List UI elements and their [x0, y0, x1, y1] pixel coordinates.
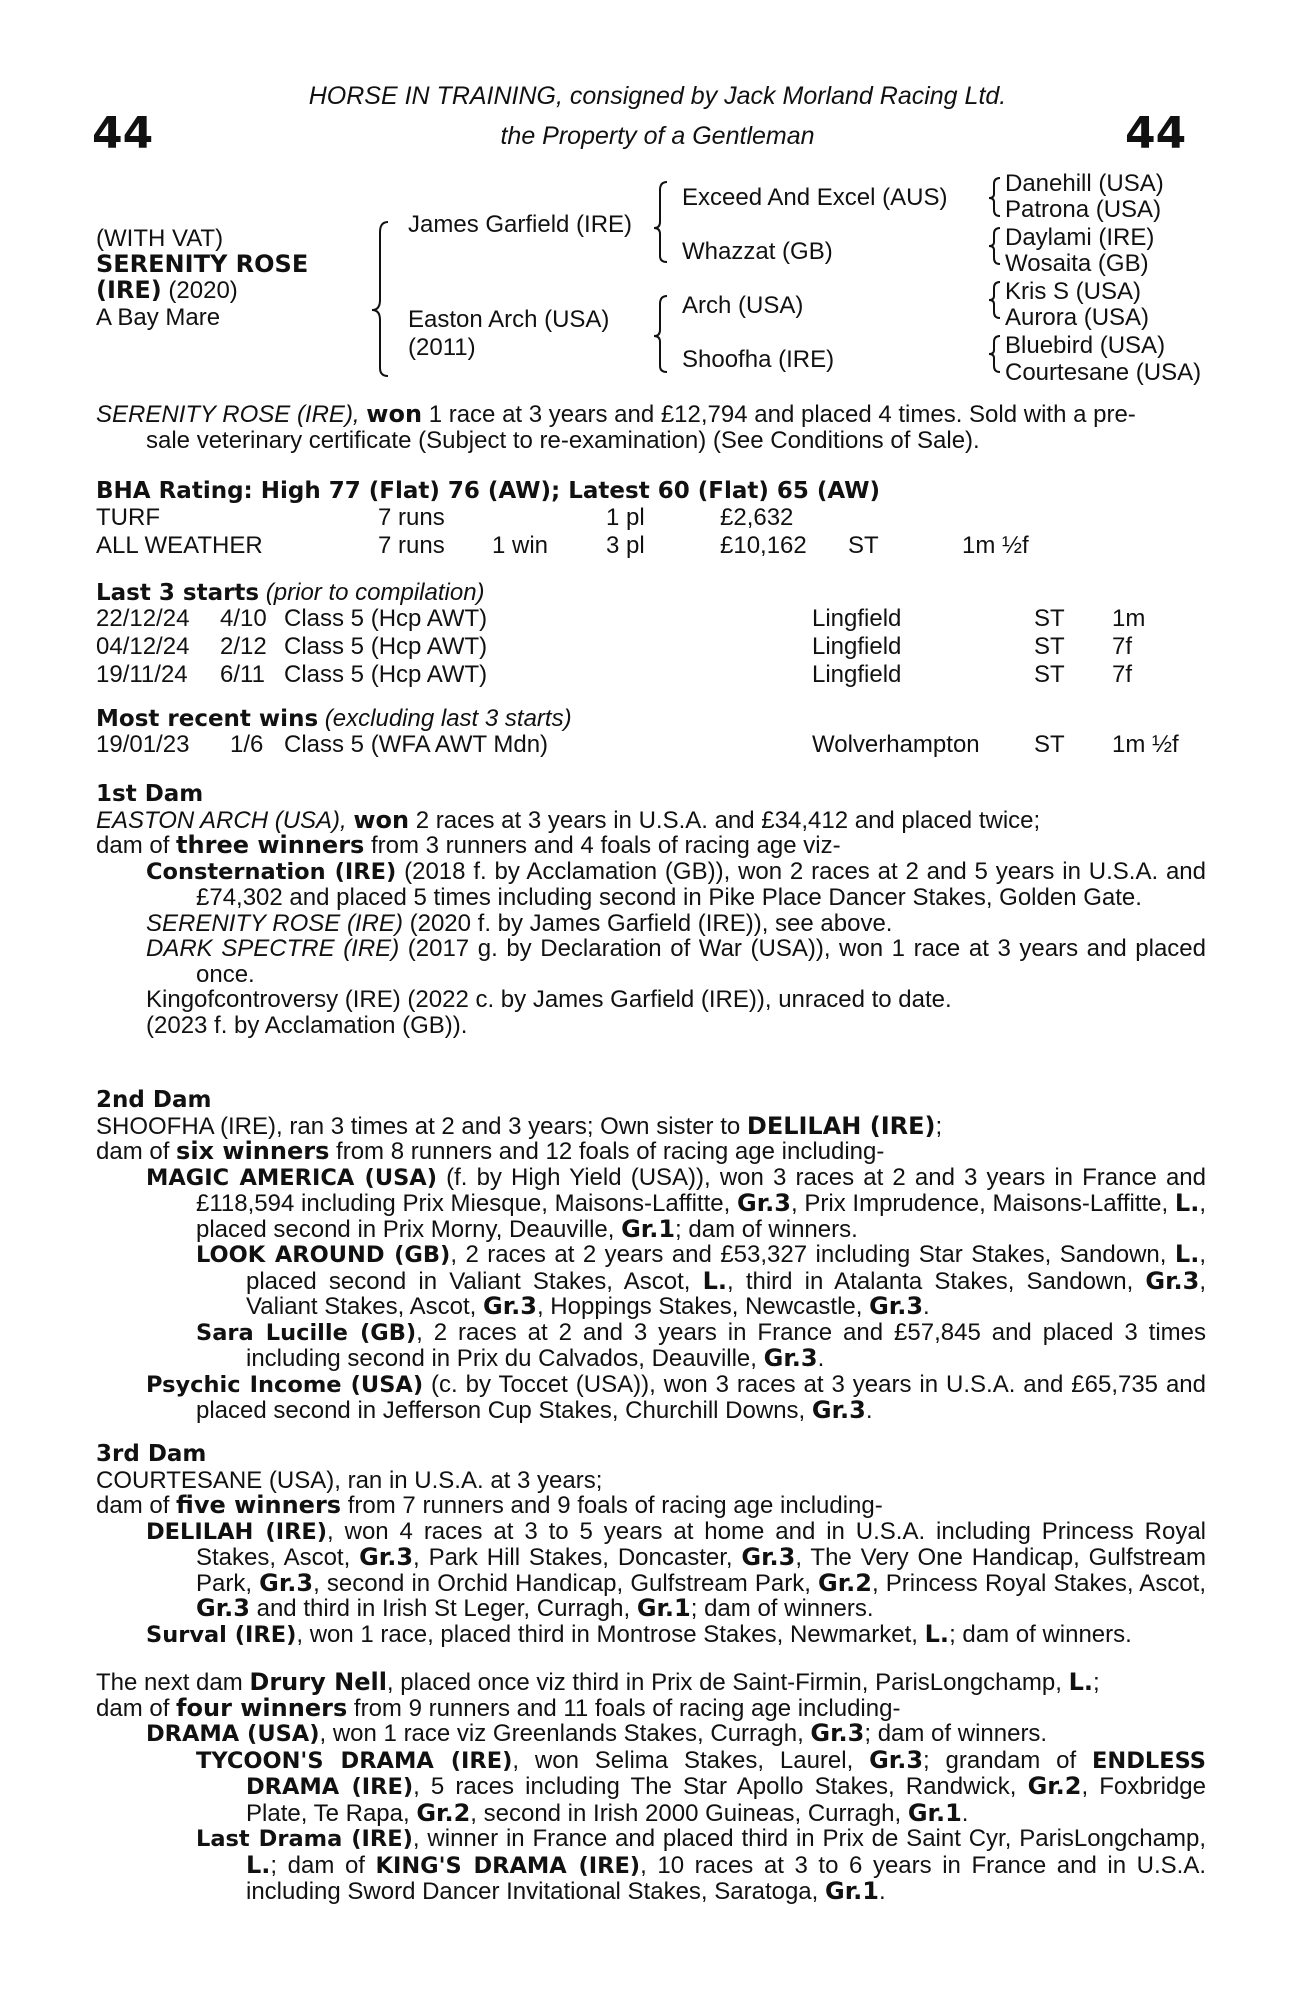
recent-wins-note: (excluding last 3 starts)	[318, 705, 572, 732]
start-date: 22/12/24	[96, 605, 190, 632]
record-going: ST	[848, 532, 879, 559]
pedigree-sire-dam: Whazzat (GB)	[682, 238, 833, 265]
first-dam-title: 1st Dam	[96, 781, 204, 807]
horse-name: SERENITY ROSE	[96, 250, 309, 278]
progeny-2023-filly: (2023 f. by Acclamation (GB)).	[146, 1011, 468, 1039]
record-going	[848, 504, 962, 532]
record-money: £10,162	[720, 532, 807, 559]
pedigree-dam: Easton Arch (USA)	[408, 306, 610, 333]
start-date: 04/12/24	[96, 633, 190, 660]
summary-text-1: 1 race at 3 years and £12,794 and placed 4 times. Sold with a pre-	[422, 401, 1136, 428]
first-dam-section: 1st Dam EASTON ARCH (USA), won 2 races at 3 years in U.S.A. and £34,412 and placed twice; dam of three winners from 3 runners and 4 foals of racing age viz- Consternation (IRE) (2018 f. by Acclamation (GB)), won 2 races at 2 and 5 years in U.S.A. and £74,302 and placed 5 times including second in Pike Place Dancer Stakes, Golden Gate. SERENITY ROSE (IRE) (2020 f. by James Garfield (IRE)), see above. DARK SPECTRE (IRE) (2017 g. by Declaration of War (USA)), won 1 race at 3 years and placed once. Kingofcontroversy (IRE) (2022 c. by James Garfield (IRE)), unraced to date. (2023 f. by Acclamation (GB)).	[96, 781, 1206, 1039]
record-money: £2,632	[720, 504, 794, 531]
progeny-tycoons-drama: TYCOON'S DRAMA (IRE), won Selima Stakes, Laurel, Gr.3; grandam of ENDLESS DRAMA (IRE), 5 races including The Star Apollo Stakes, Randwick, Gr.2, Foxbridge Plate, Te Rapa, Gr.2, second in Irish 2000 Guineas, Curragh, Gr.1.	[196, 1745, 1206, 1827]
record-dist: 1m ½f	[962, 532, 1029, 559]
win-course: Wolverhampton	[812, 731, 980, 758]
pedigree-g1: Danehill (USA)	[1005, 170, 1164, 197]
third-dam-title: 3rd Dam	[96, 1441, 207, 1467]
pedigree-g7: Bluebird (USA)	[1005, 332, 1166, 359]
header-consignor: HORSE IN TRAINING, consigned by Jack Morland Racing Ltd.	[308, 82, 1007, 110]
last-starts-table	[96, 605, 1145, 689]
table-row	[96, 633, 1145, 661]
start-date: 19/11/24	[96, 661, 188, 688]
progeny-serenity-rose: SERENITY ROSE (IRE) (2020 f. by James Garfield (IRE)), see above.	[146, 909, 893, 937]
second-dam-title: 2nd Dam	[96, 1087, 212, 1113]
pedigree-g2: Patrona (USA)	[1005, 196, 1162, 223]
start-distance: 1m	[1112, 605, 1146, 632]
record-row-aw	[96, 532, 1029, 560]
win-race: Class 5 (WFA AWT Mdn)	[284, 731, 549, 758]
table-row	[96, 605, 1145, 633]
progeny-look-around: LOOK AROUND (GB), 2 races at 2 years and £53,327 including Star Stakes, Sandown, L., placed second in Valiant Stakes, Ascot, L., third in Atalanta Stakes, Sandown, Gr.3, Valiant Stakes, Ascot, Gr.3, Hoppings Stakes, Newcastle, Gr.3.	[196, 1240, 1206, 1320]
first-dam-winners: three winners	[176, 831, 365, 859]
pedigree-g5: Kris S (USA)	[1005, 278, 1142, 305]
start-going: ST	[1034, 633, 1065, 660]
start-course: Lingfield	[812, 633, 902, 660]
progeny-surval: Surval (IRE), won 1 race, placed third in Montrose Stakes, Newmarket, L.; dam of winners.	[146, 1619, 1132, 1648]
summary-text-2: sale veterinary certificate (Subject to re-examination) (See Conditions of Sale).	[146, 426, 980, 454]
pedigree-sire-sire: Exceed And Excel (AUS)	[682, 184, 948, 211]
third-dam-section: 3rd Dam COURTESANE (USA), ran in U.S.A. at 3 years; dam of five winners from 7 runners and 9 foals of racing age including- DELILAH (IRE), won 4 races at 3 to 5 years at home and in U.S.A. including Princess Royal Stakes, Ascot, Gr.3, Park Hill Stakes, Doncaster, Gr.3, The Very One Handicap, Gulfstream Park, Gr.3, second in Orchid Handicap, Gulfstream Park, Gr.2, Princess Royal Stakes, Ascot, Gr.3 and third in Irish St Leger, Curragh, Gr.1; dam of winners. Surval (IRE), won 1 race, placed third in Montrose Stakes, Newmarket, L.; dam of winners.	[96, 1441, 1206, 1648]
record-runs: 7 runs	[378, 504, 445, 531]
start-race: Class 5 (Hcp AWT)	[284, 605, 488, 632]
pedigree-g4: Wosaita (GB)	[1005, 250, 1149, 277]
start-course: Lingfield	[812, 605, 902, 632]
progeny-drama: DRAMA (USA), won 1 race viz Greenlands Stakes, Curragh, Gr.3; dam of winners.	[146, 1719, 1048, 1747]
pedigree-sire: James Garfield (IRE)	[408, 211, 633, 238]
start-position: 2/12	[220, 633, 267, 660]
start-distance: 7f	[1112, 661, 1133, 688]
second-dam-section: 2nd Dam SHOOFHA (IRE), ran 3 times at 2 and 3 years; Own sister to DELILAH (IRE); dam of six winners from 8 runners and 12 foals of racing age including- MAGIC AMERICA (USA) (f. by High Yield (USA)), won 3 races at 2 and 3 years in France and £118,594 including Prix Miesque, Maisons-Laffitte, Gr.3, Prix Imprudence, Maisons-Laffitte, L., placed second in Prix Morny, Deauville, Gr.1; dam of winners. LOOK AROUND (GB), 2 races at 2 years and £53,327 including Star Stakes, Sandown, L., placed second in Valiant Stakes, Ascot, L., third in Atalanta Stakes, Sandown, Gr.3, Valiant Stakes, Ascot, Gr.3, Hoppings Stakes, Newcastle, Gr.3. Sara Lucille (GB), 2 races at 2 and 3 years in France and £57,845 and placed 3 times including second in Prix du Calvados, Deauville, Gr.3. Psychic Income (USA) (c. by Toccet (USA)), won 3 races at 3 years in U.S.A. and £65,735 and placed second in Jefferson Cup Stakes, Churchill Downs, Gr.3.	[96, 1087, 1207, 1424]
record-surface: ALL WEATHER	[96, 532, 263, 559]
progeny-psychic-income: Psychic Income (USA) (c. by Toccet (USA)), won 3 races at 3 years in U.S.A. and £65,735 and placed second in Jefferson Cup Stakes, Churchill Downs, Gr.3.	[146, 1370, 1206, 1424]
record-dist	[962, 504, 1029, 532]
win-position: 1/6	[230, 731, 264, 758]
recent-wins-title: Most recent wins	[96, 706, 319, 732]
third-dam-name: COURTESANE (USA), ran in U.S.A. at 3 years;	[96, 1466, 603, 1494]
win-going: ST	[1034, 731, 1065, 758]
win-distance: 1m ½f	[1112, 731, 1179, 758]
vat-label: (WITH VAT)	[96, 225, 224, 252]
start-position: 4/10	[220, 605, 267, 632]
record-row-turf	[96, 504, 1029, 532]
record-placed: 1 pl	[606, 504, 645, 531]
start-course: Lingfield	[812, 661, 902, 688]
recent-wins-table	[96, 731, 1179, 759]
record-runs: 7 runs	[378, 532, 445, 559]
start-distance: 7f	[1112, 633, 1133, 660]
start-race: Class 5 (Hcp AWT)	[284, 661, 488, 688]
pedigree-dam-dam: Shoofha (IRE)	[682, 346, 835, 373]
bha-rating: BHA Rating: High 77 (Flat) 76 (AW); Latest 60 (Flat) 65 (AW)	[96, 478, 881, 504]
record-wins: 1 win	[492, 532, 549, 559]
record-surface: TURF	[96, 504, 160, 531]
summary-paragraph	[96, 402, 1206, 453]
progeny-consternation: Consternation (IRE) (2018 f. by Acclamation (GB)), won 2 races at 2 and 5 years in U.S.A. and £74,302 and placed 5 times including second in Pike Place Dancer Stakes, Golden Gate.	[146, 857, 1206, 911]
header-property: the Property of a Gentleman	[500, 122, 815, 150]
start-position: 6/11	[220, 661, 265, 688]
pedigree-g6: Aurora (USA)	[1005, 304, 1150, 331]
next-dam-section: The next dam Drury Nell, placed once viz third in Prix de Saint-Firmin, ParisLongchamp, L.; dam of four winners from 9 runners and 11 foals of racing age including- DRAMA (USA), won 1 race viz Greenlands Stakes, Curragh, Gr.3; dam of winners. TYCOON'S DRAMA (IRE), won Selima Stakes, Laurel, Gr.3; grandam of ENDLESS DRAMA (IRE), 5 races including The Star Apollo Stakes, Randwick, Gr.2, Foxbridge Plate, Te Rapa, Gr.2, second in Irish 2000 Guineas, Curragh, Gr.1. Last Drama (IRE), winner in France and placed third in Prix de Saint Cyr, ParisLongchamp, L.; dam of KING'S DRAMA (IRE), 10 races at 3 to 6 years in France and in U.S.A. including Sword Dancer Invitational Stakes, Saratoga, Gr.1.	[96, 1668, 1207, 1905]
lot-number-left: 44	[92, 108, 154, 159]
recent-wins-heading	[96, 706, 572, 732]
start-going: ST	[1034, 605, 1065, 632]
first-dam-won: won	[353, 805, 410, 834]
lot-number-right: 44	[1125, 108, 1187, 159]
horse-country: (IRE)	[96, 276, 162, 304]
progeny-magic-america: MAGIC AMERICA (USA) (f. by High Yield (USA)), won 3 races at 2 and 3 years in France and £118,594 including Prix Miesque, Maisons-Laffitte, Gr.3, Prix Imprudence, Maisons-Laffitte, L., placed second in Prix Morny, Deauville, Gr.1; dam of winners.	[146, 1163, 1207, 1243]
pedigree-dam-year: (2011)	[408, 334, 476, 361]
pedigree-g3: Daylami (IRE)	[1005, 224, 1155, 251]
progeny-kingofcontroversy: Kingofcontroversy (IRE) (2022 c. by James Garfield (IRE)), unraced to date.	[146, 986, 952, 1013]
first-dam-record: 2 races at 3 years in U.S.A. and £34,412 and placed twice;	[409, 806, 1041, 834]
table-row	[96, 731, 1179, 759]
summary-horse-name: SERENITY ROSE (IRE),	[96, 401, 360, 428]
progeny-sara-lucille: Sara Lucille (GB), 2 races at 2 and 3 years in France and £57,845 and placed 3 times including second in Prix du Calvados, Deauville, Gr.3.	[196, 1318, 1206, 1372]
progeny-last-drama: Last Drama (IRE), winner in France and placed third in Prix de Saint Cyr, ParisLongchamp, L.; dam of KING'S DRAMA (IRE), 10 races at 3 to 6 years in France and in U.S.A. including Sword Dancer Invitational Stakes, Saratoga, Gr.1.	[196, 1825, 1207, 1905]
record-placed: 3 pl	[606, 532, 645, 559]
table-row	[96, 661, 1145, 689]
progeny-delilah: DELILAH (IRE), won 4 races at 3 to 5 years at home and in U.S.A. including Princess Royal Stakes, Ascot, Gr.3, Park Hill Stakes, Doncaster, Gr.3, The Very One Handicap, Gulfstream Park, Gr.3, second in Orchid Handicap, Gulfstream Park, Gr.2, Princess Royal Stakes, Ascot, Gr.3 and third in Irish St Leger, Curragh, Gr.1; dam of winners.	[146, 1517, 1206, 1622]
record-wins	[492, 504, 606, 532]
last-starts-note: (prior to compilation)	[259, 579, 485, 606]
last-starts-title: Last 3 starts	[96, 580, 260, 606]
record-table	[96, 504, 1029, 560]
start-race: Class 5 (Hcp AWT)	[284, 633, 488, 660]
pedigree-dam-sire: Arch (USA)	[682, 292, 804, 319]
first-dam-name: EASTON ARCH (USA),	[96, 806, 347, 834]
last-starts-heading	[96, 580, 485, 606]
start-going: ST	[1034, 661, 1065, 688]
progeny-dark-spectre: DARK SPECTRE (IRE) (2017 g. by Declaration of War (USA)), won 1 race at 3 years and placed once.	[146, 935, 1206, 988]
horse-description: A Bay Mare	[96, 304, 221, 331]
win-date: 19/01/23	[96, 731, 190, 758]
pedigree-g8: Courtesane (USA)	[1005, 359, 1202, 386]
horse-year: (2020)	[161, 277, 238, 304]
summary-won: won	[366, 400, 423, 428]
